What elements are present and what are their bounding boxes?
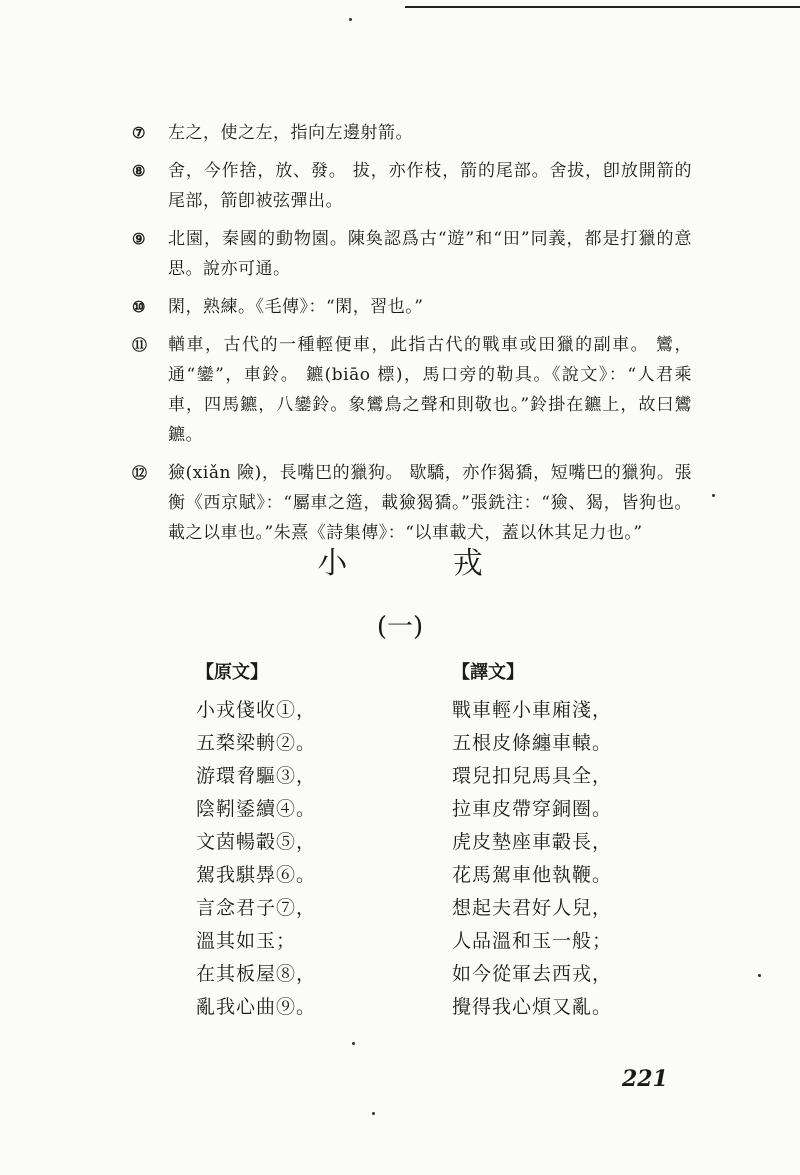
original-line: 駕我騏馵⑥。 bbox=[196, 864, 317, 886]
original-text-column bbox=[196, 658, 316, 1024]
footnote bbox=[132, 330, 692, 450]
footnote-text: 獫(xiǎn 險)，長嘴巴的獵狗。 歇驕，亦作猲獢，短嘴巴的獵狗。張衡《西京賦》：“屬車之簉，載獫猲獢。”張銑注：“獫、猲，皆狗也。載之以車也。”朱熹《詩集傳》：“以車載犬，蓋以休其足力也。” bbox=[168, 463, 692, 543]
original-line: 言念君子⑦， bbox=[196, 897, 317, 919]
footnote bbox=[132, 292, 692, 322]
original-line: 文茵暢轂⑤， bbox=[196, 831, 317, 853]
print-speck bbox=[349, 18, 352, 21]
footnote-text: 北園，秦國的動物園。陳奐認爲古“遊”和“田”同義，都是打獵的意思。說亦可通。 bbox=[168, 229, 692, 279]
footnote-number: ⑧ bbox=[132, 162, 146, 180]
poem-section-number: (一) bbox=[376, 612, 424, 642]
footnotes bbox=[132, 118, 692, 556]
original-heading: 【原文】 bbox=[196, 662, 268, 683]
print-speck bbox=[352, 1042, 355, 1045]
footnote bbox=[132, 224, 692, 284]
print-speck bbox=[372, 1112, 375, 1115]
print-speck bbox=[758, 974, 761, 977]
footnote-text: 左之，使之左，指向左邊射箭。 bbox=[168, 123, 413, 143]
translation-line: 五根皮條纏車轅。 bbox=[452, 732, 613, 754]
original-line: 陰靷鋈續④。 bbox=[196, 798, 317, 820]
footnote bbox=[132, 156, 692, 216]
footnote-number: ⑪ bbox=[132, 336, 148, 354]
translation-line: 想起夫君好人兒， bbox=[452, 897, 613, 919]
translation-line: 虎皮墊座車轂長， bbox=[452, 831, 613, 853]
translation-line: 拉車皮帶穿銅圈。 bbox=[452, 798, 613, 820]
translation-line: 人品溫和玉一般； bbox=[452, 930, 613, 952]
footnote-number: ⑩ bbox=[132, 298, 146, 316]
footnote-number: ⑫ bbox=[132, 464, 148, 482]
original-line: 小戎俴收①， bbox=[196, 699, 317, 721]
translation-line: 戰車輕小車廂淺， bbox=[452, 699, 613, 721]
original-line: 游環脅驅③， bbox=[196, 765, 317, 787]
original-line: 五楘梁輈②。 bbox=[196, 732, 317, 754]
footnote-number: ⑨ bbox=[132, 230, 146, 248]
page-number: 221 bbox=[622, 1066, 668, 1092]
poem-title: 小 戎 bbox=[317, 546, 531, 581]
translation-line: 花馬駕車他執鞭。 bbox=[452, 864, 613, 886]
translation-line: 如今從軍去西戎， bbox=[452, 963, 613, 985]
footnote-text: 閑，熟練。《毛傳》：“閑，習也。” bbox=[168, 297, 424, 317]
translation-line: 環兒扣兒馬具全， bbox=[452, 765, 613, 787]
footnote-text: 輶車，古代的一種輕便車，此指古代的戰車或田獵的副車。 鸞，通“鑾”，車鈴。 鑣(biāo 標)，馬口旁的勒具。《說文》：“人君乘車，四馬鑣，八鑾鈴。象鸞鳥之聲和則敬也。”鈴掛在鑣上，故曰鸞鑣。 bbox=[168, 335, 692, 445]
footnote-text: 舍，今作捨，放、發。 拔，亦作枝，箭的尾部。舍拔，卽放開箭的尾部，箭卽被弦彈出。 bbox=[168, 161, 692, 211]
original-line: 溫其如玉； bbox=[196, 930, 297, 952]
translation-column bbox=[452, 658, 612, 1024]
print-speck bbox=[712, 494, 715, 497]
footnote-number: ⑦ bbox=[132, 124, 146, 142]
translation-line: 攪得我心煩又亂。 bbox=[452, 996, 613, 1018]
footnote bbox=[132, 118, 692, 148]
translation-heading: 【譯文】 bbox=[452, 662, 524, 683]
original-line: 在其板屋⑧， bbox=[196, 963, 317, 985]
original-line: 亂我心曲⑨。 bbox=[196, 996, 317, 1018]
top-border-rule bbox=[405, 6, 800, 8]
footnote bbox=[132, 458, 692, 548]
